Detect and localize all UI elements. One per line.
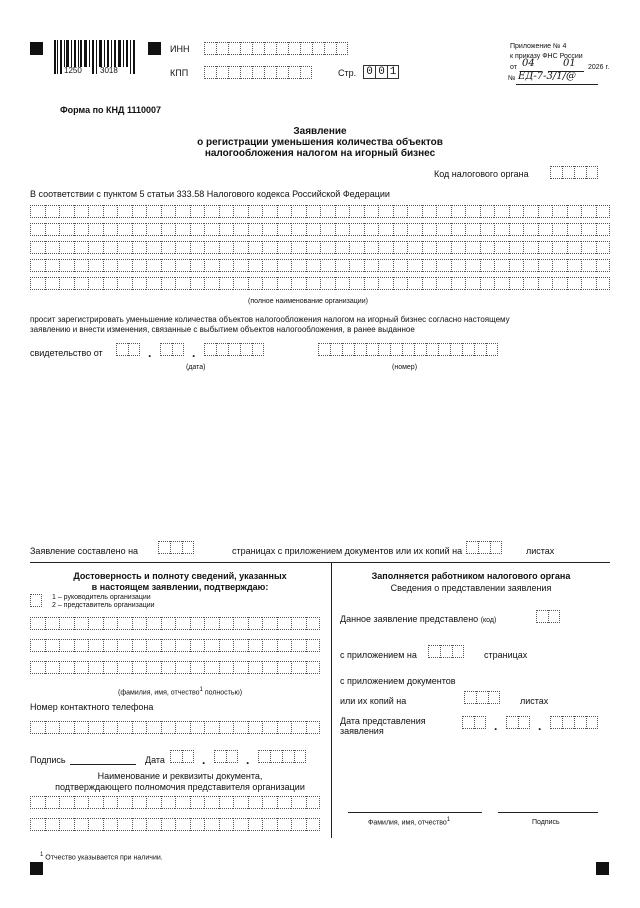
certificate-year-cells[interactable] [204,343,264,356]
copies-label: или их копий на [340,696,407,706]
title-line1: Заявление [293,126,347,137]
title-line2: о регистрации уменьшения количества объектов [197,137,443,148]
phone-label: Номер контактного телефона [30,702,154,712]
barcode-number-left: 1250 [64,66,82,75]
appendix-line1: Приложение № 4 [510,43,567,50]
authority-doc-title [30,771,330,793]
signer-option1: 1 – руководитель организации [52,594,151,601]
composed-sheets-cells[interactable] [466,541,502,554]
certificate-number-caption: (номер) [392,364,418,371]
cell-row[interactable] [30,241,610,254]
appendix-year: 2026 г. [588,64,610,71]
composed-pages-text: страницах с приложением документов или их копий на [232,546,463,556]
appendix-no-label: № [508,75,516,82]
request-text-line2: заявлению и внести изменения, связанные с выбытием объектов налогообложения, в ранее выданное [30,325,415,334]
right-block-title: Заполняется работником налогового органа [371,571,571,581]
kpp-label: КПП [170,68,189,78]
copies-sheets-cells[interactable] [464,691,500,704]
corner-marker-top-mid [148,42,161,55]
corner-marker-top-left [30,42,43,55]
page-digit: 0 [363,65,375,79]
submitted-label: Данное заявление представлено (код) [340,614,497,624]
appendix-month-handwritten: 01 [563,58,576,69]
inn-label: ИНН [170,44,190,54]
kpp-cells[interactable] [204,66,312,79]
with-pages-cells[interactable] [428,645,464,658]
legal-basis-text: В соответствии с пунктом 5 статьи 333.58 Налогового кодекса Российской Федерации [30,189,390,199]
submission-day-cells[interactable] [462,716,486,729]
cell-row[interactable] [30,661,320,674]
submission-date-label: Дата представления заявления [340,716,426,736]
left-title-line1: Достоверность и полноту сведений, указанных [73,571,287,581]
right-block-subtitle: Сведения о представлении заявления [390,583,552,593]
submitted-code-cells[interactable] [536,610,560,623]
page-label: Стр. [338,68,357,78]
left-block-title [30,571,330,593]
doc-title-line1: Наименование и реквизиты документа, [97,771,263,781]
appendix-from-label: от [510,64,517,71]
org-name-caption: (полное наименование организации) [248,298,368,305]
signer-type-cell[interactable] [30,594,42,607]
document-title [150,126,490,159]
with-pages-label: с приложением на [340,650,417,660]
officer-fio-caption: Фамилия, имя, отчество$^1$ [368,817,451,827]
cell-row[interactable] [30,617,320,630]
fio-caption: (фамилия, имя, отчество$^1$ полностью) [118,687,243,697]
composed-pages-cells[interactable] [158,541,194,554]
inn-cells[interactable] [204,42,348,55]
footnote: $^1$ Отчество указывается при наличии. [40,852,163,862]
certificate-label: свидетельство от [30,348,103,358]
submission-month-cells[interactable] [506,716,530,729]
tax-authority-code-label: Код налогового органа [434,169,529,179]
appendix-number-handwritten: ЕД-7-3/1/@ [518,71,577,82]
corner-marker-bottom-right [596,862,609,875]
certificate-day-cells[interactable] [116,343,140,356]
pages-label: страницах [484,650,528,660]
with-docs-label: с приложением документов [340,676,456,686]
sheets-label: листах [520,696,549,706]
certificate-month-cells[interactable] [160,343,184,356]
cell-row[interactable] [30,277,610,290]
corner-marker-bottom-left [30,862,43,875]
signature-label: Подпись [30,755,66,765]
page-digit: 1 [387,65,399,79]
sign-day-cells[interactable] [170,750,194,763]
cell-row[interactable] [30,818,320,831]
tax-authority-code-cells[interactable] [550,166,598,179]
title-line3: налогообложения налогом на игорный бизнес [204,148,436,159]
left-title-line2: в настоящем заявлении, подтверждаю: [91,582,269,592]
cell-row[interactable] [30,259,610,272]
certificate-number-cells[interactable] [318,343,498,356]
cell-row[interactable] [30,205,610,218]
cell-row[interactable] [30,639,320,652]
cell-row[interactable] [30,796,320,809]
form-code: Форма по КНД 1110007 [60,105,161,115]
composed-label: Заявление составлено на [30,546,139,556]
appendix-line2: к приказу ФНС России [510,53,583,60]
request-text-line1: просит зарегистрировать уменьшение количества объектов налогообложения налогом на игорный бизнес согласно настоящему [30,315,510,324]
officer-signature-caption: Подпись [532,819,560,826]
sign-year-cells[interactable] [258,750,306,763]
doc-title-line2: подтверждающего полномочия представителя организации [55,782,305,792]
composed-sheets-text: листах [526,546,555,556]
cell-row[interactable] [30,223,610,236]
date-label: Дата [145,755,165,765]
signer-option2: 2 – представитель организации [52,602,155,609]
cell-row[interactable] [30,721,320,734]
submission-year-cells[interactable] [550,716,598,729]
page-digit: 0 [375,65,387,79]
page-number-cells [363,65,399,79]
certificate-date-caption: (дата) [186,364,206,371]
barcode-number-right: 3018 [100,66,118,75]
sign-month-cells[interactable] [214,750,238,763]
appendix-day-handwritten: 04 [522,58,535,69]
